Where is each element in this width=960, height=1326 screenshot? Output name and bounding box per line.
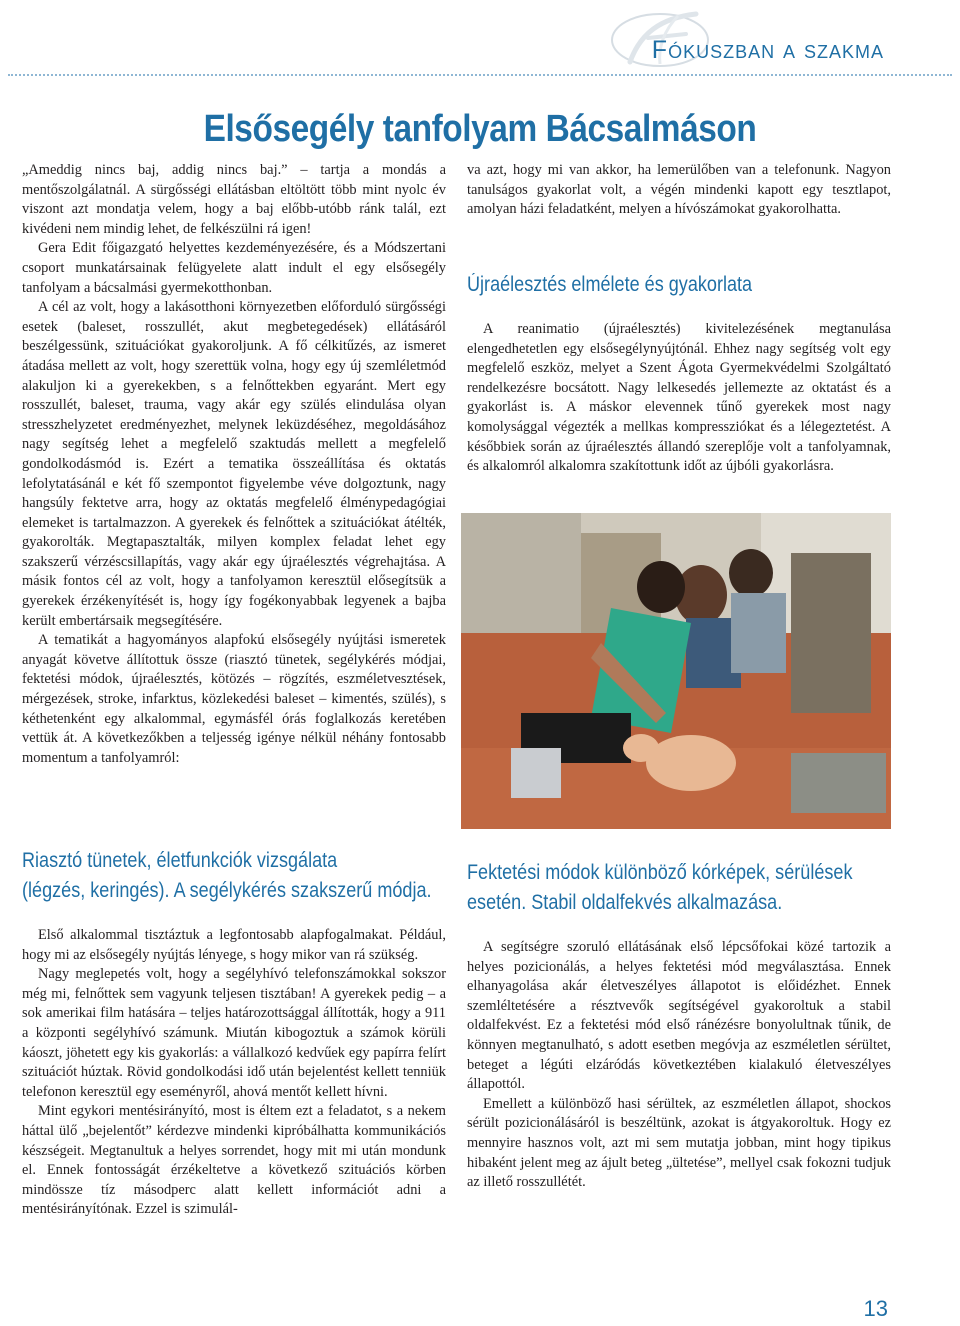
header-divider [8,74,952,76]
heading-line: Riasztó tünetek, életfunkciók vizsgálata [22,849,338,872]
paragraph: A tematikát a hagyományos alapfokú elsősegély nyújtási ismeretek anyagát követve állítottuk össze (riasztó tünetek, segélykérés módjai, fektetési módok, újraélesztés, kötözés – rögzítés, eszméletvesztések, mérgezések, stroke, infarktus, közlekedési baleset – kimentés, szülés), s kéthetenként egy alkalommal, egymásfél órás foglalkozás keretében vettük át. A következőkben a teljesség igénye nélkül néhány fontosabb momentum a tanfolyamról: [22,632,446,766]
paragraph: Első alkalommal tisztáztuk a legfontosabb alapfogalmakat. Például, hogy mi az elsősegély nyújtás lényege, s hogy mikor van rá szükség. [22,927,446,963]
cpr-training-photo [461,513,891,829]
cpr-text [467,320,891,477]
page-number: 13 [863,1296,888,1321]
section-heading-positioning [467,858,852,918]
heading-line: esetén. Stabil oldalfekvés alkalmazása. [467,891,783,914]
left-column-bottom [22,926,446,1220]
paragraph: A segítségre szoruló ellátásának első lépcsőfokai közé tartozik a helyes pozicionálás, a helyes fektetési mód megválasztása. Ennek elhanyagolása akár életveszélyes állapotot is előidézhet. Ennek szemléltetésére a résztvevők segítségével gyakoroltuk a stabil oldalfekvést. Ez a fektetési mód első ránézésre bonyolultnak tűnik, de könnyen megtanulható, s adott esetben megóvja az eszméletlen sérültet, beteget a légúti elzáródás következtében kialakuló életveszélyes állapottól. [467,939,891,1093]
section-heading-cpr: Újraélesztés elmélete és gyakorlata [467,273,753,296]
section-label: Fókuszban a szakma [651,36,884,64]
paragraph: „Ameddig nincs baj, addig nincs baj.” – tartja a mondás a mentőszolgálatnál. A sürgősségi ellátásban eltöltött több mint nyolc év viszont azt mondatja velem, hogy a baj előbb-utóbb ránk talál, ezt kivédeni nem mindig lehet, de felkészülni rá igen! [22,162,446,237]
right-column-bottom [467,938,891,1193]
paragraph: Gera Edit főigazgató helyettes kezdeményezésére, és a Módszertani csoport munkatársainak felügyelete alatt indult el egy elsősegély tanfolyam a bácsalmási gyermekotthonban. [22,240,446,296]
right-column-top [467,161,891,220]
page-title: Elsősegély tanfolyam Bácsalmáson [203,108,757,150]
paragraph: va azt, hogy mi van akkor, ha lemerülőben van a telefonunk. Nagyon tanulságos gyakorlat volt, a végén mindenki kapott egy tesztlapot, amolyan házi feladatként, melyen a hívószámokat gyakorolhatta. [467,162,891,218]
heading-line: Fektetési módok különböző kórképek, sérülések [467,861,853,884]
paragraph: Mint egykori mentésirányító, most is éltem ezt a feladatot, s a nekem háttal ülő „bejelentőt” kérdezve mindenki kipróbálhatta kommunikációs készségeit. Megtanultuk a helyes sorrendet, hogy mit mi után mondunk el. Ennek fontosságát érzékeltetve a következő szituációs körben mindössze tíz másodperc alatt kellett információt adni a mentésirányítónak. Ezzel is szimulál- [22,1103,446,1218]
paragraph: Nagy meglepetés volt, hogy a segélyhívó telefonszámokkal sokszor még mi, felnőttek sem vagyunk teljesen tisztában! A gyerekek pedig – a sok amerikai film hatására – teljes határozottsággal állították, hogy a 911 a központi segélyhívó számunk. Miután kibogoztuk a számok körüli káoszt, jöhetett egy kis gyakorlás: a vállalkozó kedvűek egy papírra felírt szituációt húztak. Rövid gondolkodási idő után bejelentést kellett tenniük telefonon keresztül egy eseményről, ahová mentőt kellett hívni. [22,966,446,1100]
paragraph: Emellett a különböző hasi sérültek, az eszméletlen állapot, shockos sérült pozicionálásáról is beszéltünk, azokat is átgyakoroltuk. Hogy ez mennyire hasznos volt, azt mi sem mutatja jobban, mint hogy tipikus hibaként jelent meg az ájult beteg „ültetése”, mellyel csak fokozni tudjuk az illető rosszullétét. [467,1095,891,1191]
section-heading-alarm [22,846,432,906]
heading-line: (légzés, keringés). A segélykérés szakszerű módja. [22,879,432,902]
paragraph: A reanimatio (újraélesztés) kivitelezésének megtanulása elengedhetetlen egy elsősegélynyújtónál. Ehhez nagy segítség volt egy megfelelő eszköz, melyet a Szent Ágota Gyermekvédelmi Szolgáltató rendelkezésre bocsátott. Nagy lelkesedés jellemezte az oktatást és a gyakorlást is. A máskor elevennek tűnő gyerekek most nagy komolysággal végezték a mellkas kompressziókat és a lélegeztetést. A későbbiek során az újraélesztés állandó szereplője volt a tanfolyamnak, és alkalomról alkalomra szakítottunk időt az újbóli gyakorlásra. [467,321,891,475]
left-column-top [22,161,446,768]
paragraph: A cél az volt, hogy a lakásotthoni környezetben előforduló sürgősségi esetek (baleset, rosszullét, akut megbetegedések) ellátásáról beszélgessünk, szituációkat gyakoroljunk. A fő célkitűzés, az ismeret átadása mellett az volt, hogy szerettük volna, hogy egy új szemléletmód alakuljon ki a gyerekekben, s a felnőttekben egyaránt. Mert egy rosszullét, baleset, trauma, vagy akár egy szülés elindulása olyan stresszhelyzetet eredményezhet, melynek leküzdéséhez, megoldásához nagy segítség lehet a megfelelő szaktudás mellett a megfelelő gondolkodásmód is. Ezért a tematika összeállítása és oktatás lefolytatásánál e két fő szempontot figyelembe véve dolgoztunk, nagy hangsúly fektetve arra, hogy az oktatás megfelelő élménypedagógiai elemeket is tartalmazzon. A gyerekek és felnőttek a szituációkat átélték, gyakorolták. Megtapasztalták, milyen komplex feladat lehet egy szakszerű vérzéscsillapítás, vagy akár egy újraélesztés végrehajtása. A másik fontos cél az volt, hogy a tanfolyamon keresztül elősegítsük a gyerekek érzékenyítését is, hogy így fogékonyabbak legyenek a bajba került embertársaik megsegítésére. [22,299,446,629]
